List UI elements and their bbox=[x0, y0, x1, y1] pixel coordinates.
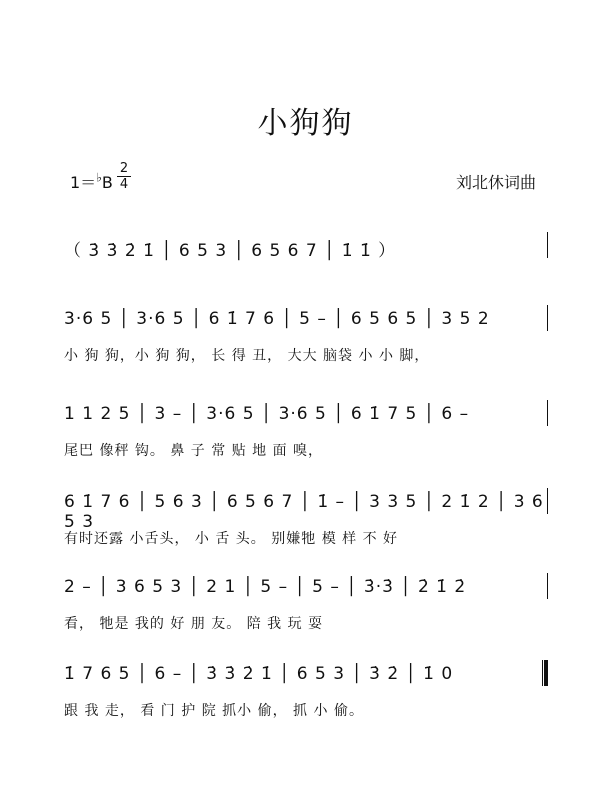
lyrics-line: 跟 我 走， 看 门 护 院 抓小 偷， 抓 小 偷。 bbox=[64, 703, 364, 719]
lyrics-line: 尾巴 像秤 钩。 鼻 子 常 贴 地 面 嗅， bbox=[64, 443, 324, 459]
flat-sign: ♭ bbox=[96, 170, 102, 185]
key-signature bbox=[70, 170, 113, 193]
end-barline bbox=[547, 400, 549, 426]
end-barline bbox=[547, 232, 549, 258]
key-prefix: 1＝ bbox=[70, 173, 97, 192]
notation-line: 1 1 2 5 │ 3 – │ 3·6 5 │ 3·6 5 │ 6 1̇ 7 5 │ 6 – bbox=[64, 404, 470, 424]
score-row-4 bbox=[64, 492, 548, 547]
score-row-6 bbox=[64, 664, 548, 719]
meter-top: 2 bbox=[119, 161, 129, 176]
end-barline bbox=[547, 305, 549, 331]
final-double-barline bbox=[542, 660, 548, 686]
composer-credit: 刘北休词曲 bbox=[456, 173, 537, 192]
song-title: 小狗狗 bbox=[257, 106, 354, 141]
time-signature bbox=[117, 162, 131, 191]
end-barline bbox=[547, 488, 549, 514]
score-row-2 bbox=[64, 309, 548, 364]
score-row-3 bbox=[64, 404, 548, 459]
meter-bottom: 4 bbox=[119, 177, 129, 192]
notation-line: 6 1̇ 7 6 │ 5 6 3 │ 6 5 6 7 │ 1̇ – │ 3 3 5 │ 2 1̇ 2 │ 3 6 5 3 bbox=[64, 492, 544, 532]
score-row-5 bbox=[64, 577, 548, 632]
lyrics-line: 有时还露 小舌头， 小 舌 头。 别嫌牠 模 样 不 好 bbox=[64, 531, 399, 547]
notation-line: （ 3̇ 3̇ 2̇ 1̇ │ 6 5 3 │ 6 5 6 7 │ 1̇ 1̇ ） bbox=[64, 241, 397, 261]
end-barline bbox=[547, 573, 549, 599]
notation-line: 2 – │ 3 6 5 3 │ 2 1 │ 5 – │ 5 – │ 3̇·3̇ │ 2̇ 1̇ 2̇ bbox=[64, 577, 467, 597]
score-row-1 bbox=[64, 236, 548, 276]
notation-line: 3·6 5 │ 3·6 5 │ 6 1̇ 7 6 │ 5 – │ 6 5 6 5 │ 3 5 2 bbox=[64, 309, 490, 329]
lyrics-line: 看， 牠是 我的 好 朋 友。 陪 我 玩 耍 bbox=[64, 616, 324, 632]
lyrics-line: 小 狗 狗，小 狗 狗， 长 得 丑， 大大 脑袋 小 小 脚， bbox=[64, 348, 430, 364]
key-note: B bbox=[101, 173, 113, 192]
notation-line: 1̇ 7 6 5 │ 6 – │ 3̇ 3̇ 2̇ 1̇ │ 6 5 3 │ 3̇ 2̇ │ 1̇ 0 bbox=[64, 664, 454, 684]
